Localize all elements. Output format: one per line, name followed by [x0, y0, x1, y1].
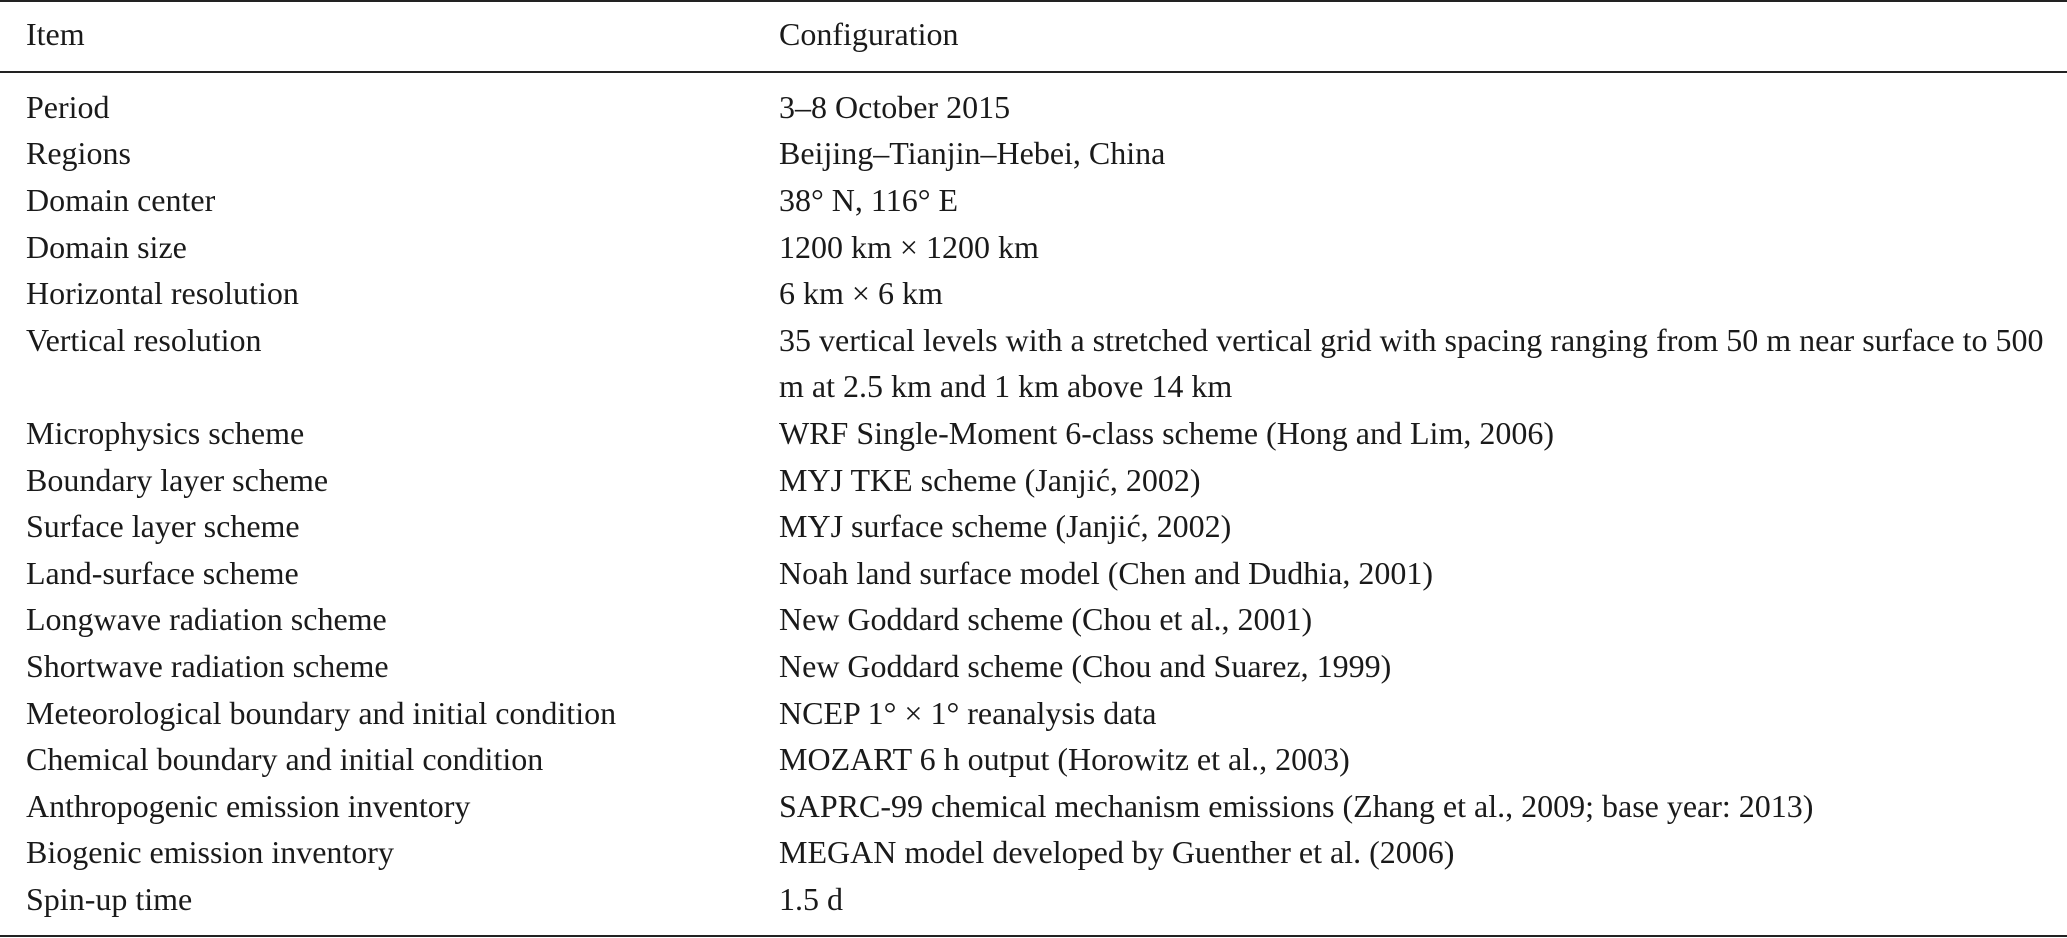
row-item: Biogenic emission inventory	[26, 834, 394, 870]
row-configuration: MEGAN model developed by Guenther et al. (2006)	[779, 834, 1455, 870]
row-item: Land-surface scheme	[26, 555, 299, 591]
row-configuration: Noah land surface model (Chen and Dudhia, 2001)	[779, 555, 1434, 591]
row-configuration: 1200 km × 1200 km	[779, 229, 1039, 265]
row-configuration: 1.5 d	[779, 881, 843, 917]
row-configuration: 38° N, 116° E	[779, 182, 959, 218]
row-configuration: 3–8 October 2015	[779, 89, 1011, 125]
row-configuration: 6 km × 6 km	[779, 275, 943, 311]
row-configuration: MYJ surface scheme (Janjić, 2002)	[779, 508, 1232, 544]
row-item: Microphysics scheme	[26, 415, 305, 451]
row-configuration: New Goddard scheme (Chou et al., 2001)	[779, 601, 1313, 637]
row-item: Shortwave radiation scheme	[26, 648, 389, 684]
row-configuration: SAPRC-99 chemical mechanism emissions (Zhang et al., 2009; base year: 2013)	[779, 788, 1814, 824]
header-item: Item	[26, 16, 85, 52]
row-item: Horizontal resolution	[26, 275, 299, 311]
row-item: Meteorological boundary and initial condition	[26, 695, 617, 731]
row-item: Vertical resolution	[26, 322, 262, 358]
row-item: Anthropogenic emission inventory	[26, 788, 471, 824]
row-configuration: New Goddard scheme (Chou and Suarez, 1999)	[779, 648, 1392, 684]
row-item: Chemical boundary and initial condition	[26, 741, 544, 777]
row-item: Domain size	[26, 229, 187, 265]
row-configuration: MOZART 6 h output (Horowitz et al., 2003)	[779, 741, 1350, 777]
row-configuration: MYJ TKE scheme (Janjić, 2002)	[779, 462, 1201, 498]
row-item: Surface layer scheme	[26, 508, 300, 544]
table-top-rule	[0, 0, 2067, 2]
row-configuration: 35 vertical levels with a stretched vertical grid with spacing ranging from 50 m near surface to 500 m at 2.5 km and 1 km above 14 km	[779, 322, 2044, 404]
header-configuration: Configuration	[779, 16, 959, 52]
row-item: Spin-up time	[26, 881, 193, 917]
table-header-rule	[0, 71, 2067, 73]
row-item: Regions	[26, 135, 131, 171]
row-configuration: NCEP 1° × 1° reanalysis data	[779, 695, 1157, 731]
row-item: Longwave radiation scheme	[26, 601, 387, 637]
row-configuration: WRF Single-Moment 6-class scheme (Hong and Lim, 2006)	[779, 415, 1554, 451]
row-item: Domain center	[26, 182, 216, 218]
row-item: Boundary layer scheme	[26, 462, 329, 498]
table-bottom-rule	[0, 935, 2067, 937]
row-configuration: Beijing–Tianjin–Hebei, China	[779, 135, 1166, 171]
row-item: Period	[26, 89, 110, 125]
